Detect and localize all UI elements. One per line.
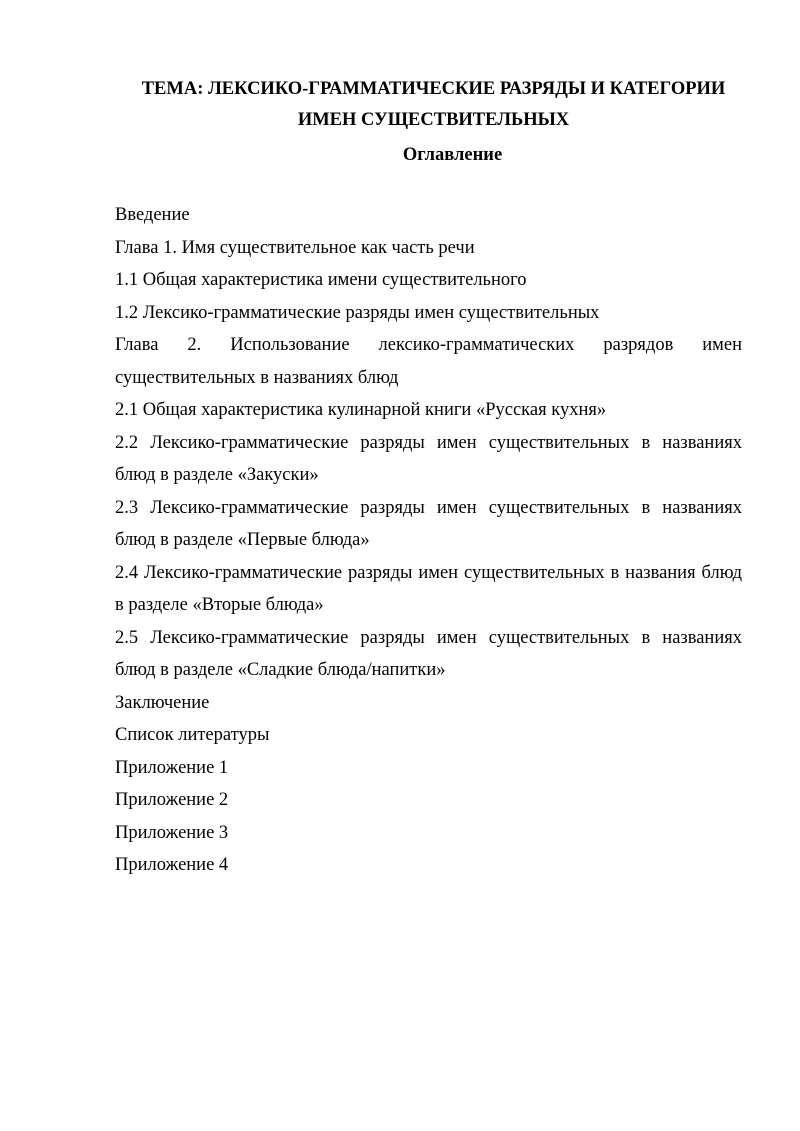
- toc-item-bibliography: Список литературы: [115, 725, 270, 745]
- toc-item-appendix-3: Приложение 3: [115, 822, 229, 843]
- toc-item-2-2: [115, 427, 742, 492]
- title-line-1: ТЕМА: ЛЕКСИКО-ГРАММАТИЧЕСКИЕ РАЗРЯДЫ И КАТЕГОРИИ: [141, 79, 726, 99]
- toc-item-chapter-2-line-1: Глава 2. Использование лексико-грамматических разрядов имен: [115, 335, 742, 355]
- toc-heading: Оглавление: [402, 145, 503, 165]
- toc-item-2-2-line-1: 2.2 Лексико-грамматические разряды имен существительных в названиях: [115, 432, 742, 453]
- toc-item-2-4-line-2: в разделе «Вторые блюда»: [115, 595, 324, 615]
- table-of-contents: [115, 199, 742, 882]
- toc-item-2-2-line-2: блюд в разделе «Закуски»: [115, 465, 319, 485]
- toc-item-chapter-2-line-2: существительных в названиях блюд: [115, 367, 399, 388]
- toc-item-1-1: 1.1 Общая характеристика имени существительного: [115, 270, 527, 290]
- document-title: [115, 74, 742, 136]
- toc-item-2-1: 2.1 Общая характеристика кулинарной книги «Русская кухня»: [115, 400, 607, 420]
- toc-item-2-4-line-1: 2.4 Лексико-грамматические разряды имен существительных в названия блюд: [115, 562, 742, 583]
- toc-item-2-3: [115, 492, 742, 557]
- toc-item-chapter-2: [115, 329, 742, 394]
- toc-item-2-4: [115, 557, 742, 622]
- title-line-2: ИМЕН СУЩЕСТВИТЕЛЬНЫХ: [297, 110, 570, 130]
- toc-item-introduction: Введение: [115, 205, 190, 225]
- toc-item-2-5-line-2: блюд в разделе «Сладкие блюда/напитки»: [115, 660, 446, 680]
- toc-item-1-2: 1.2 Лексико-грамматические разряды имен существительных: [115, 302, 600, 323]
- toc-item-2-5-line-1: 2.5 Лексико-грамматические разряды имен существительных в названиях: [115, 627, 742, 648]
- toc-item-chapter-1: Глава 1. Имя существительное как часть речи: [115, 237, 475, 258]
- toc-item-appendix-2: Приложение 2: [115, 790, 229, 810]
- toc-item-2-5: [115, 622, 742, 687]
- toc-item-2-3-line-1: 2.3 Лексико-грамматические разряды имен существительных в названиях: [115, 497, 742, 518]
- toc-item-appendix-4: Приложение 4: [115, 855, 229, 875]
- toc-item-appendix-1: Приложение 1: [115, 757, 229, 778]
- toc-item-2-3-line-2: блюд в разделе «Первые блюда»: [115, 530, 370, 550]
- toc-item-conclusion: Заключение: [115, 692, 210, 713]
